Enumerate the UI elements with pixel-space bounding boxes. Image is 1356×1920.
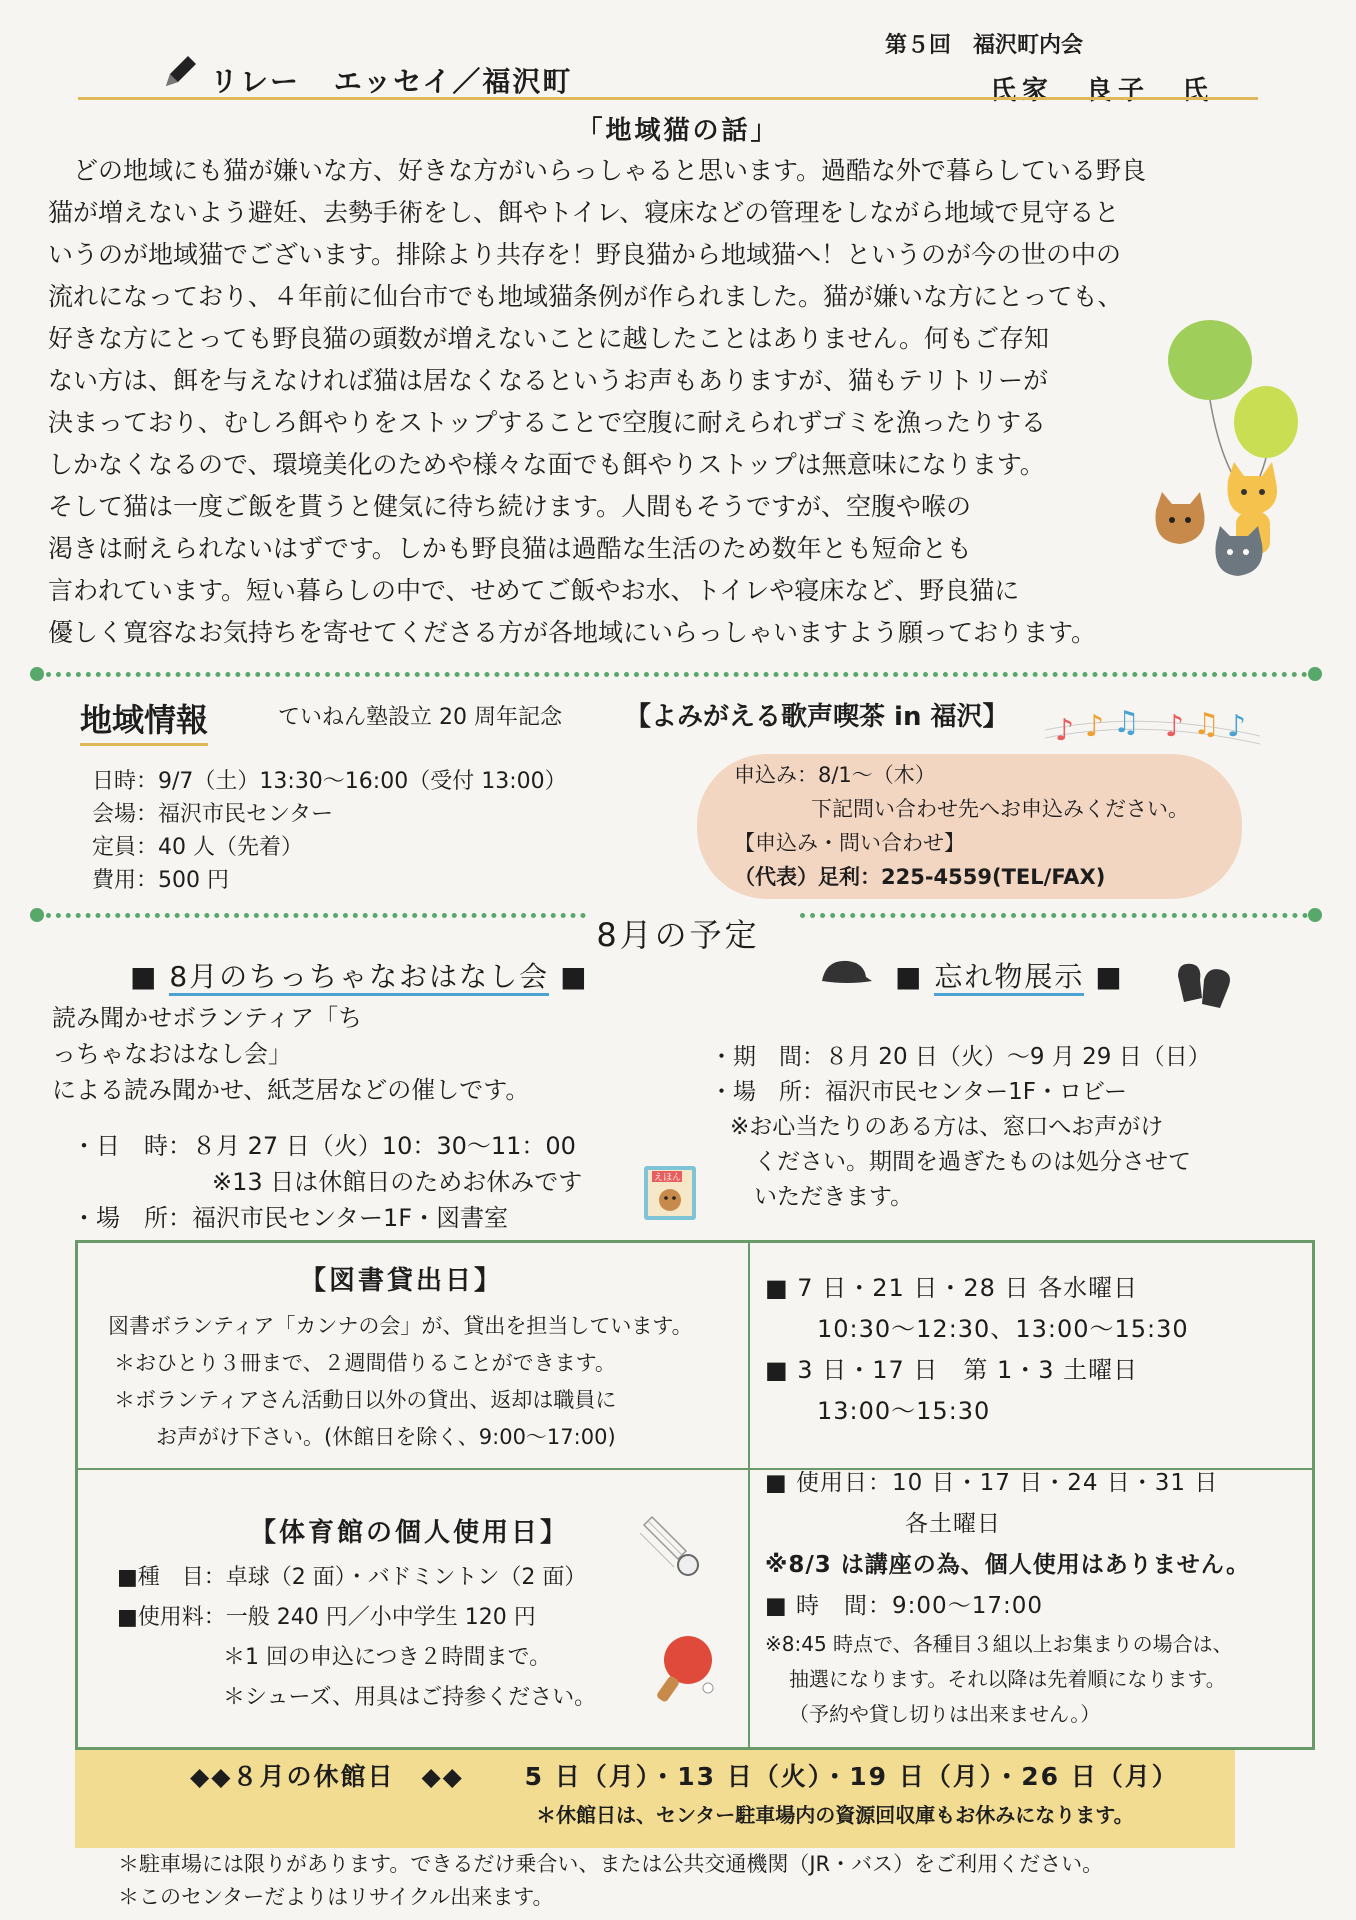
cap-icon: [818, 955, 874, 995]
gym-note: ＊1 回の申込につき２時間まで。: [223, 1645, 552, 1670]
essay-title: 「地域猫の話」: [576, 116, 780, 146]
picture-book-icon: [640, 1162, 700, 1224]
svg-text:♪: ♪: [1165, 709, 1185, 744]
library-schedule-days: ■ 3 日・17 日 第 1・3 土曜日: [765, 1356, 1139, 1384]
shuttlecock-icon: [638, 1515, 708, 1585]
gym-lottery-note: ※8:45 時点で、各種目３組以上お集まりの場合は、: [765, 1632, 1233, 1656]
svg-text:♪: ♪: [1055, 713, 1075, 748]
table-divider: [748, 1240, 750, 1750]
storytime-heading-text: 8月のちっちゃなおはなし会: [169, 960, 549, 996]
info-details: [92, 765, 567, 897]
essay-line: 好きな方にとっても野良猫の頭数が増えないことに越したことはありません。何もご存知: [48, 324, 1050, 353]
apply-start: 申込み：8/1～（木）: [734, 763, 936, 787]
lost-found-note: いただきます。: [754, 1184, 914, 1210]
essay-line: 渇きは耐えられないはずです。しかも野良猫は過酷な生活のため数年とも短命とも: [48, 534, 972, 563]
library-line: お声がけ下さい。(休館日を除く、9:00～17:00): [156, 1425, 616, 1449]
separator-dot: [30, 667, 44, 681]
library-schedule-days: ■ 7 日・21 日・28 日 各水曜日: [765, 1274, 1139, 1302]
separator-dot: [1308, 667, 1322, 681]
essay-line: いうのが地域猫でございます。排除より共存を！野良猫から地域猫へ！というのが今の世の中の: [48, 240, 1122, 269]
info-datetime: 日時：9/7（土）13:30～16:00（受付 13:00）: [92, 769, 567, 794]
essay-line: どの地域にも猫が嫌いな方、好きな方がいらっしゃると思います。過酷な外で暮らしている野良: [48, 156, 1147, 185]
author-name: 氏家 良子 氏: [990, 76, 1215, 106]
gym-schedule: [765, 1463, 1250, 1732]
dotted-separator: [46, 672, 1308, 677]
square-bullet-icon: ■: [1095, 960, 1124, 993]
footer-notes: [118, 1848, 1103, 1914]
library-line: ＊ボランティアさん活動日以外の貸出、返却は職員に: [114, 1388, 617, 1412]
header-divider: [78, 97, 1258, 100]
gym-fee: ■使用料：一般 240 円／小中学生 120 円: [117, 1605, 536, 1630]
storytime-line: っちゃなおはなし会」: [52, 1040, 292, 1068]
storytime-line: による読み聞かせ、紙芝居などの催しです。: [52, 1076, 530, 1104]
balloon-cats-illustration: [1150, 320, 1300, 590]
closed-days-dates: 5 日（月）・13 日（火）・19 日（月）・26 日（月）: [524, 1762, 1179, 1791]
library-line: ＊おひとり３冊まで、２週間借りることができます。: [114, 1351, 616, 1375]
essay-line: そして猫は一度ご飯を貰うと健気に待ち続けます。人間もそうですが、空腹や喉の: [48, 492, 972, 521]
relay-label: リレー: [210, 65, 301, 98]
storytime-line: 読み聞かせボランティア「ち: [52, 1004, 363, 1032]
svg-text:♫: ♫: [1193, 707, 1220, 742]
august-schedule-title: 8月の予定: [596, 916, 760, 954]
square-bullet-icon: ■: [130, 960, 170, 993]
gym-note: ＊シューズ、用具はご持参ください。: [223, 1685, 597, 1710]
info-subtitle: ていねん塾設立 20 周年記念: [278, 705, 562, 730]
apply-instruction: 下記問い合わせ先へお申込みください。: [811, 797, 1189, 821]
gym-weekday: 各土曜日: [905, 1511, 1001, 1537]
lost-found-note: ください。期間を過ぎたものは処分させて: [754, 1149, 1191, 1175]
storytime-datetime: ・日 時：８月 27 日（火）10：30～11：00: [72, 1132, 576, 1160]
lost-found-heading-text: 忘れ物展示: [934, 960, 1084, 996]
relay-essay-title: [160, 60, 572, 100]
mittens-icon: [1172, 958, 1238, 1018]
info-venue: 会場：福沢市民センター: [92, 802, 334, 827]
music-notes-icon: [1045, 700, 1260, 760]
svg-text:♫: ♫: [1113, 705, 1140, 740]
storytime-note: ※13 日は休館日のためお休みです: [212, 1168, 583, 1196]
storytime-place: ・場 所：福沢市民センター1F・図書室: [72, 1204, 509, 1232]
essay-line: ない方は、餌を与えなければ猫は居なくなるというお声もありますが、猫もテリトリーが: [48, 366, 1049, 395]
info-heading: 地域情報: [80, 695, 208, 746]
gym-lottery-note: 抽選になります。それ以降は先着順になります。: [789, 1667, 1226, 1691]
essay-line: 猫が増えないよう避妊、去勢手術をし、餌やトイレ、寝床などの管理をしながら地域で見守ると: [48, 198, 1120, 227]
essay-line: 優しく寛容なお気持ちを寄せてくださる方が各地域にいらっしゃいますよう願っております。: [48, 618, 1097, 647]
gym-events: ■種 目：卓球（2 面）・バドミントン（2 面）: [117, 1565, 587, 1590]
storytime-details: [72, 1128, 582, 1236]
book-label: えほん: [654, 1173, 682, 1183]
apply-contact-label: 【申込み・問い合わせ】: [734, 831, 965, 855]
closed-days-note: ＊休館日は、センター駐車場内の資源回収庫もお休みになります。: [536, 1803, 1134, 1827]
closed-days-label: ◆◆８月の休館日 ◆◆: [190, 1762, 464, 1791]
square-bullet-icon: ■: [895, 960, 935, 993]
essay-line: 言われています。短い暮らしの中で、せめてご飯やお水、トイレや寝床など、野良猫に: [48, 576, 1020, 605]
library-schedule-time: 10:30～12:30、13:00～15:30: [817, 1315, 1189, 1343]
lost-found-note: ※お心当たりのある方は、窓口へお声がけ: [730, 1114, 1164, 1140]
library-line: 図書ボランティア「カンナの会」が、貸出を担当しています。: [108, 1314, 693, 1338]
essay-line: しかなくなるので、環境美化のためや様々な面でも餌やりストップは無意味になります。: [48, 450, 1045, 479]
relay-subtitle: エッセイ／福沢町: [333, 65, 573, 98]
svg-text:♪: ♪: [1085, 709, 1105, 744]
info-event-title: 【よみがえる歌声喫茶 in 福沢】: [625, 702, 1009, 732]
lost-found-period: ・期 間：８月 20 日（火）～9 月 29 日（日）: [710, 1044, 1211, 1070]
apply-info: [734, 758, 1189, 894]
storytime-heading: [130, 955, 589, 995]
library-lending-body: [108, 1308, 693, 1456]
lost-found-place: ・場 所：福沢市民センター1F・ロビー: [710, 1079, 1128, 1105]
round-label: 第５回 福沢町内会: [885, 33, 1084, 58]
info-capacity: 定員：40 人（先着）: [92, 835, 303, 860]
footer-parking-note: ＊駐車場には限りがあります。できるだけ乗合い、または公共交通機関（JR・バス）をご利用ください。: [118, 1852, 1104, 1876]
ping-pong-paddle-icon: [652, 1632, 718, 1704]
footer-recycle-note: ＊このセンターだよりはリサイクル出来ます。: [118, 1885, 554, 1909]
gym-lottery-note: （予約や貸し切りは出来ません。）: [789, 1702, 1101, 1726]
essay-body: [48, 150, 1288, 654]
gym-exception: ※8/3 は講座の為、個人使用はありません。: [765, 1552, 1251, 1578]
apply-contact-phone: （代表）足利：225-4559(TEL/FAX): [734, 865, 1106, 889]
info-fee: 費用：500 円: [92, 868, 229, 893]
lost-found-heading: [895, 955, 1124, 995]
cat-brown-icon: [1156, 492, 1205, 544]
gym-days: ■ 使用日：10 日・17 日・24 日・31 日: [765, 1470, 1219, 1496]
gym-title: 【体育館の個人使用日】: [250, 1518, 570, 1548]
storytime-description: [52, 1000, 692, 1108]
lost-found-details: [710, 1040, 1211, 1215]
closed-days: [190, 1757, 1179, 1793]
library-lending-title: 【図書貸出日】: [300, 1266, 504, 1296]
svg-text:♪: ♪: [1227, 709, 1247, 744]
essay-line: 流れになっており、４年前に仙台市でも地域猫条例が作られました。猫が嫌いな方にとっても、: [48, 282, 1123, 311]
square-bullet-icon: ■: [560, 960, 589, 993]
gym-body: [117, 1558, 596, 1718]
gym-hours: ■ 時 間：9:00～17:00: [765, 1593, 1043, 1619]
essay-line: 決まっており、むしろ餌やりをストップすることで空腹に耐えられずゴミを漁ったりする: [48, 408, 1047, 437]
library-schedule-time: 13:00～15:30: [817, 1397, 991, 1425]
library-schedule: [765, 1268, 1189, 1432]
